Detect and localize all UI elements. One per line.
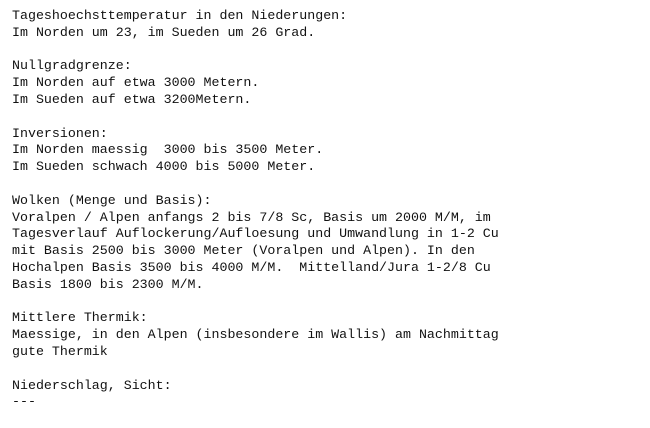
text-line: Basis 1800 bis 2300 M/M. (12, 276, 204, 292)
forecast-text (12, 8, 642, 428)
text-line: Im Sueden auf etwa 3200Metern. (12, 91, 252, 107)
text-line: Im Norden auf etwa 3000 Metern. (12, 75, 260, 91)
text-line: Hochalpen Basis 3500 bis 4000 M/M. Mittelland/Jura 1-2/8 Cu (12, 259, 491, 275)
text-line: Maessige, in den Alpen (insbesondere im Wallis) am Nachmittag (12, 327, 499, 343)
section-heading: Nullgradgrenze: (12, 58, 132, 74)
section-clouds (12, 193, 642, 294)
section-heading: Wolken (Menge und Basis): (12, 192, 212, 208)
section-heading: Mittlere Thermik: (12, 310, 148, 326)
text-line: Im Norden maessig 3000 bis 3500 Meter. (12, 142, 324, 158)
section-freezing-level (12, 58, 642, 108)
section-max-temperature (12, 8, 642, 42)
section-heading: Niederschlag, Sicht: (12, 377, 172, 393)
text-line: gute Thermik (12, 343, 108, 359)
section-precipitation-visibility (12, 378, 642, 412)
section-heading: Tageshoechsttemperatur in den Niederungen: (12, 8, 348, 23)
section-inversions (12, 126, 642, 176)
text-line: Voralpen / Alpen anfangs 2 bis 7/8 Sc, Basis um 2000 M/M, im (12, 209, 491, 225)
text-line: --- (12, 394, 36, 410)
text-line: Im Norden um 23, im Sueden um 26 Grad. (12, 24, 316, 40)
text-line: mit Basis 2500 bis 3000 Meter (Voralpen und Alpen). In den (12, 243, 475, 259)
text-line: Tagesverlauf Auflockerung/Aufloesung und Umwandlung in 1-2 Cu (12, 226, 499, 242)
section-thermals (12, 310, 642, 360)
section-heading: Inversionen: (12, 125, 108, 141)
text-line: Im Sueden schwach 4000 bis 5000 Meter. (12, 159, 316, 175)
